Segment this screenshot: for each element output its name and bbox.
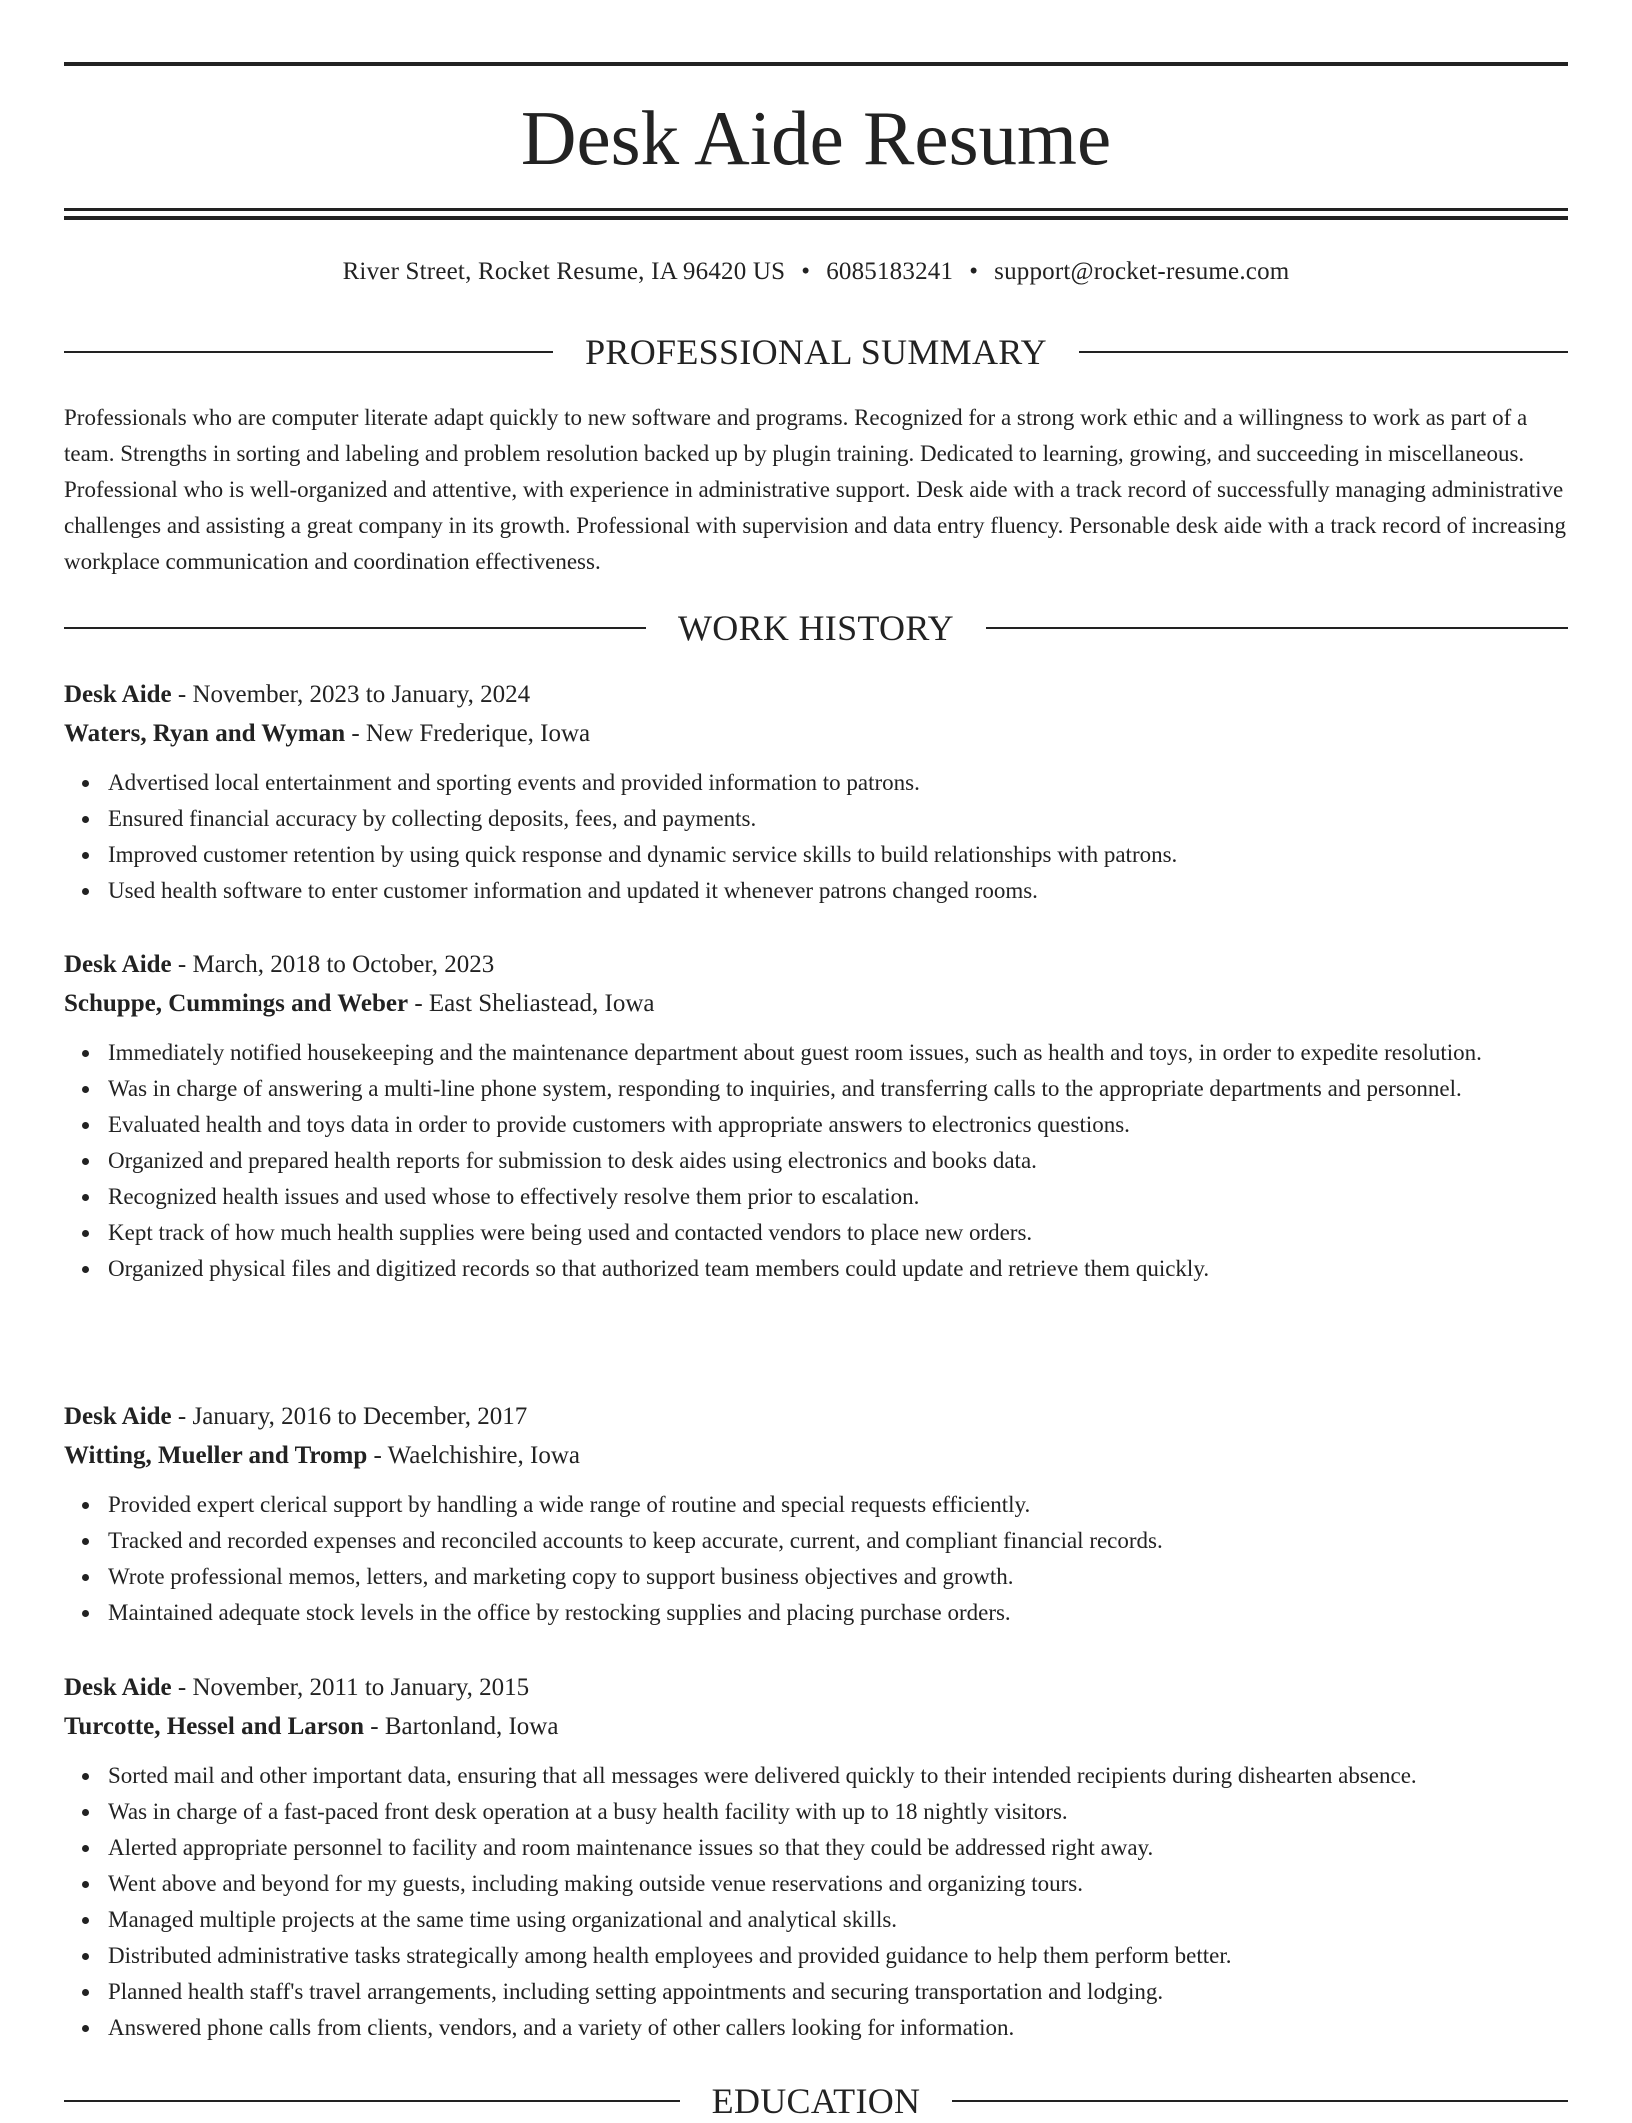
job-company: Turcotte, Hessel and Larson bbox=[64, 1713, 365, 1740]
job-dates: - November, 2023 to January, 2024 bbox=[171, 681, 531, 708]
list-item: Wrote professional memos, letters, and marketing copy to support business objectives and growth. bbox=[108, 1559, 1568, 1595]
list-item: Advertised local entertainment and sporting events and provided information to patrons. bbox=[108, 765, 1568, 801]
job-location: - East Sheliastead, Iowa bbox=[408, 990, 655, 1017]
job-company: Waters, Ryan and Wyman bbox=[64, 720, 346, 747]
job-title-line bbox=[64, 1669, 1568, 1707]
section-rule-right bbox=[986, 627, 1568, 629]
list-item: Organized and prepared health reports for submission to desk aides using electronics and books data. bbox=[108, 1143, 1568, 1179]
job-entry bbox=[64, 676, 1568, 909]
header-top-rule bbox=[64, 62, 1568, 66]
section-rule-right bbox=[952, 2100, 1568, 2102]
list-item: Maintained adequate stock levels in the office by restocking supplies and placing purchase orders. bbox=[108, 1595, 1568, 1631]
list-item: Managed multiple projects at the same time using organizational and analytical skills. bbox=[108, 1902, 1568, 1938]
section-rule-right bbox=[1079, 351, 1568, 353]
job-company-line bbox=[64, 1437, 1568, 1475]
section-rule-left bbox=[64, 2100, 680, 2102]
job-location: - New Frederique, Iowa bbox=[345, 720, 591, 747]
job-location: - Bartonland, Iowa bbox=[364, 1713, 559, 1740]
list-item: Alerted appropriate personnel to facility and room maintenance issues so that they could be addressed right away. bbox=[108, 1830, 1568, 1866]
list-item: Tracked and recorded expenses and reconciled accounts to keep accurate, current, and compliant financial records. bbox=[108, 1523, 1568, 1559]
list-item: Immediately notified housekeeping and the maintenance department about guest room issues, such as health and toys, in order to expedite resolution. bbox=[108, 1035, 1568, 1071]
contact-phone: 6085183241 bbox=[826, 258, 954, 285]
section-rule-left bbox=[64, 351, 553, 353]
professional-summary: Professionals who are computer literate adapt quickly to new software and programs. Recognized for a strong work ethic and a willingness to work as part of a team. Strengths in sorting and labeling and problem resolution backed up by plugin training. Dedicated to learning, growing, and succeeding in miscellaneous. Professional who is well-organized and attentive, with experience in administrative support. Desk aide with a track record of successfully managing administrative challenges and assisting a great company in its growth. Professional with supervision and data entry fluency. Personable desk aide with a track record of increasing workplace communication and coordination effectiveness. bbox=[64, 405, 1567, 574]
job-title: Desk Aide bbox=[64, 951, 172, 978]
job-title-line bbox=[64, 946, 1568, 984]
list-item: Provided expert clerical support by handling a wide range of routine and special requests efficiently. bbox=[108, 1487, 1568, 1523]
list-item: Improved customer retention by using quick response and dynamic service skills to build relationships with patrons. bbox=[108, 837, 1568, 873]
section-heading-work bbox=[64, 606, 1568, 650]
job-title: Desk Aide bbox=[64, 681, 172, 708]
contact-address: River Street, Rocket Resume, IA 96420 US bbox=[342, 258, 786, 285]
list-item: Distributed administrative tasks strategically among health employees and provided guidance to help them perform better. bbox=[108, 1938, 1568, 1974]
job-bullets bbox=[64, 1035, 1568, 1287]
list-item: Planned health staff's travel arrangements, including setting appointments and securing transportation and lodging. bbox=[108, 1974, 1568, 2010]
job-bullets bbox=[64, 765, 1568, 909]
list-item: Evaluated health and toys data in order to provide customers with appropriate answers to electronics questions. bbox=[108, 1107, 1568, 1143]
section-rule-left bbox=[64, 627, 646, 629]
section-title: PROFESSIONAL SUMMARY bbox=[585, 332, 1047, 372]
job-entry bbox=[64, 1669, 1568, 2046]
job-company: Witting, Mueller and Tromp bbox=[64, 1442, 368, 1469]
job-dates: - January, 2016 to December, 2017 bbox=[171, 1403, 528, 1430]
list-item: Was in charge of answering a multi-line phone system, responding to inquiries, and transferring calls to the appropriate departments and personnel. bbox=[108, 1071, 1568, 1107]
job-company-line bbox=[64, 715, 1568, 753]
list-item: Sorted mail and other important data, ensuring that all messages were delivered quickly to their intended recipients during dishearten absence. bbox=[108, 1758, 1568, 1794]
page-title: Desk Aide Resume bbox=[520, 95, 1112, 181]
job-dates: - March, 2018 to October, 2023 bbox=[171, 951, 495, 978]
list-item: Organized physical files and digitized records so that authorized team members could update and retrieve them quickly. bbox=[108, 1251, 1568, 1287]
section-heading-summary bbox=[64, 330, 1568, 374]
list-item: Kept track of how much health supplies were being used and contacted vendors to place new orders. bbox=[108, 1215, 1568, 1251]
list-item: Ensured financial accuracy by collecting deposits, fees, and payments. bbox=[108, 801, 1568, 837]
job-entry bbox=[64, 946, 1568, 1287]
job-company-line bbox=[64, 985, 1568, 1023]
list-item: Was in charge of a fast-paced front desk operation at a busy health facility with up to 18 nightly visitors. bbox=[108, 1794, 1568, 1830]
header-double-rule-lower bbox=[64, 216, 1568, 220]
job-title: Desk Aide bbox=[64, 1403, 172, 1430]
job-bullets bbox=[64, 1487, 1568, 1631]
contact-email: support@rocket-resume.com bbox=[994, 258, 1290, 285]
list-item: Used health software to enter customer information and updated it whenever patrons changed rooms. bbox=[108, 873, 1568, 909]
job-dates: - November, 2011 to January, 2015 bbox=[171, 1674, 530, 1701]
job-location: - Waelchishire, Iowa bbox=[367, 1442, 581, 1469]
section-heading-education bbox=[64, 2079, 1568, 2123]
job-company-line bbox=[64, 1708, 1568, 1746]
job-title-line bbox=[64, 676, 1568, 714]
contact-line bbox=[64, 255, 1568, 289]
job-title: Desk Aide bbox=[64, 1674, 172, 1701]
job-entry bbox=[64, 1398, 1568, 1631]
contact-separator: • bbox=[969, 258, 979, 285]
list-item: Recognized health issues and used whose to effectively resolve them prior to escalation. bbox=[108, 1179, 1568, 1215]
job-company: Schuppe, Cummings and Weber bbox=[64, 990, 409, 1017]
header-double-rule-upper bbox=[64, 208, 1568, 211]
contact-separator: • bbox=[801, 258, 811, 285]
section-title: WORK HISTORY bbox=[678, 608, 954, 648]
list-item: Answered phone calls from clients, vendors, and a variety of other callers looking for information. bbox=[108, 2010, 1568, 2046]
section-title: EDUCATION bbox=[711, 2081, 921, 2121]
list-item: Went above and beyond for my guests, including making outside venue reservations and organizing tours. bbox=[108, 1866, 1568, 1902]
job-bullets bbox=[64, 1758, 1568, 2046]
job-title-line bbox=[64, 1398, 1568, 1436]
